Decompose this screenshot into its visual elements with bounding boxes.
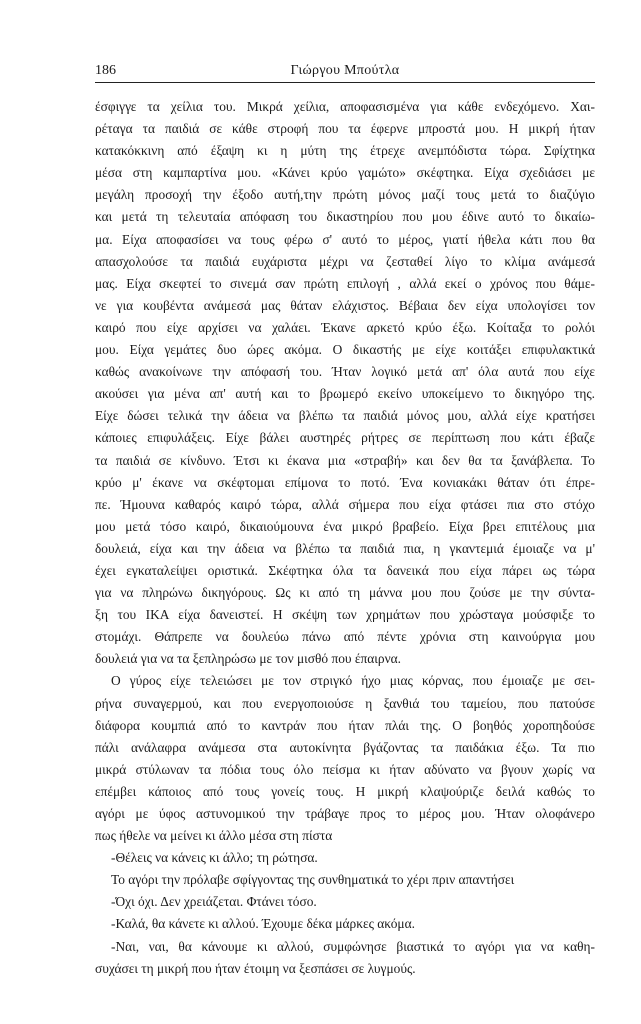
text-line: μα. Είχα αποφασίσει να τους φέρω σ' αυτό το μέρος, γιατί ήθελα κάτι που θα bbox=[95, 231, 595, 247]
text-line: έσφιγγε τα χείλια του. Μικρά χείλια, αποφασισμένα για κάθε ενδεχόμενο. Χαι- bbox=[95, 99, 595, 114]
text-line: -Καλά, θα κάνετε κι αλλού. Έχουμε δέκα μάρκες ακόμα. bbox=[111, 916, 415, 932]
text-line: ρέταγα τα παιδιά σε κάθε στροφή που τα έφερνε μπροστά μου. Η μικρή ήταν bbox=[95, 121, 595, 137]
text-line: τα παιδιά σε κίνδυνο. Έτσι κι έκανα μια «στραβή» και δεν θα τα ξανάβλεπα. Το bbox=[95, 452, 595, 468]
text-line: -Ναι, ναι, θα κάνουμε κι αλλού, συμφώνησε βιαστικά το αγόρι για να καθη- bbox=[111, 938, 595, 954]
text-line: πως ήθελε να μείνει κι άλλο μέσα στη πίστα bbox=[95, 828, 333, 844]
text-line: μας. Είχα σκεφτεί το σινεμά σαν πρώτη επιλογή , αλλά εκεί ο χρόνος που θάμε- bbox=[95, 275, 595, 291]
text-line: επέμβει κάποιος από τους γονείς τους. Η μικρή κλαψούριζε δειλά καθώς το bbox=[95, 783, 595, 799]
page-header bbox=[95, 60, 595, 83]
text-line: Το αγόρι την πρόλαβε σφίγγοντας της συνθηματικά το χέρι πριν απαντήσει bbox=[111, 872, 515, 888]
text-line: για να πληρώνω δικηγόρους. Ως κι από τη μάννα μου που ζούσε με την σύντα- bbox=[95, 585, 595, 601]
text-line: συχάσει τη μικρή που ήταν έτοιμη να ξεσπάσει σε λυγμούς. bbox=[95, 960, 416, 976]
text-line: αγόρι με ύφος αστυνομικού την τράβαγε προς το μέρος μου. Ήταν ολοφάνερο bbox=[95, 806, 595, 821]
text-line: μικρά στύλωναν τα πόδια τους όλο πείσμα κι ήταν αδύνατο να βγουν χωρίς να bbox=[95, 761, 595, 777]
text-line: μου μετά τόσο καιρό, δικαιούμουνα ένα μικρό βραβείο. Είχα βρει επιτέλους μια bbox=[95, 518, 595, 534]
running-title: Γιώργου Μπούτλα bbox=[290, 63, 400, 78]
text-line: -Θέλεις να κάνεις κι άλλο; τη ρώτησα. bbox=[111, 850, 318, 866]
text-line: μέσα στη καμπαρτίνα μου. «Κάνει κρύο γαμώτο» σκέφτηκα. Είχα σχεδιάσει με bbox=[95, 165, 595, 181]
text-line: απασχολούσε τα παιδιά ευχάριστα μέχρι να ζεσταθεί λίγο το κλίμα ανάμεσά bbox=[95, 253, 595, 269]
text-line: πάλι ανάλαφρα ανάμεσα στα αυτοκίνητα βγάζοντας τα παιδάκια έξω. Τα πιο bbox=[95, 739, 595, 755]
text-line: κατακόκκινη από έξαψη κι η μύτη της έτρεχε ανεμπόδιστα τώρα. Σφίχτηκα bbox=[95, 143, 595, 159]
text-line: ακούσει για μένα απ' αυτή και το βρωμερό εκείνο υποκείμενο το δικηγόρο της. bbox=[95, 386, 595, 402]
text-line: δουλειά, είχα και την άδεια να βλέπω τα παιδιά πια, η γκαντεμιά έμοιαζε να μ' bbox=[95, 540, 595, 556]
text-line: κάποιες επιφυλάξεις. Είχε βάλει αυστηρές ρήτρες σε περίπτωση που κάτι έβαζε bbox=[95, 430, 595, 446]
text-line: Ο γύρος είχε τελειώσει με τον στριγκό ήχο μιας κόρνας, που έμοιαζε με σει- bbox=[111, 673, 595, 689]
text-line: ξη του ΙΚΑ είχα δανειστεί. Η σκέψη των χρημάτων που χρώσταγα μούσφιξε το bbox=[95, 607, 595, 623]
body-text bbox=[95, 96, 595, 980]
text-line: διάφορα κουμπιά από το καντράν που ήταν πλάι της. Ο βοηθός χοροπηδούσε bbox=[95, 717, 595, 733]
text-line: νε για κουβέντα ανάμεσά μας θάταν ελάχιστος. Βέβαια δεν είχα υπολογίσει τον bbox=[95, 297, 595, 313]
page-number: 186 bbox=[95, 63, 116, 78]
text-line: -Όχι όχι. Δεν χρειάζεται. Φτάνει τόσο. bbox=[111, 894, 317, 910]
text-line: ρήνα συναγερμού, και που ενεργοποιούσε η ξανθιά του ταμείου, που πατούσε bbox=[95, 695, 595, 711]
text-line: μου. Είχα γεμάτες δυο ώρες ακόμα. Ο δικαστής με είχε κοιτάξει επιφυλακτικά bbox=[95, 342, 595, 358]
text-line: δουλειά για να τα ξεπληρώσω με τον μισθό που έπαιρνα. bbox=[95, 651, 401, 667]
text-line: πε. Ήμουνα καθαρός καιρό τώρα, αλλά σήμερα που είχα φτάσει πια στο στόχο bbox=[95, 496, 595, 512]
text-line: Είχε δώσει τελικά την άδεια να βλέπω τα παιδιά μόνος μου, αλλά είχε κρατήσει bbox=[95, 408, 595, 424]
text-line: στομάχι. Θάπρεπε να δουλεύω πάνω από πέντε χρόνια στη καινούργια μου bbox=[95, 629, 595, 645]
text-line: καιρό που είχε αρχίσει να χαλάει. Έκανε αρκετό κρύο έξω. Κοίταξα το ρολόι bbox=[95, 319, 595, 335]
text-line: έχει εγκαταλείψει οριστικά. Σκέφτηκα όλα τα δανεικά που είχα πάρει ως τώρα bbox=[95, 562, 595, 578]
text-line: κρύο μ' έκανε να σκέφτομαι επίμονα το ποτό. Ένα κονιακάκι θάταν ότι έπρε- bbox=[95, 474, 595, 490]
text-line: και μετά τη τελευταία απόφαση του δικαστηρίου που μου έδινε αυτό το δικαίω- bbox=[95, 209, 595, 225]
text-line: καθώς ανακοίνωνε την απόφασή του. Ήταν λογικό μετά απ' όλα αυτά που είχε bbox=[95, 364, 595, 380]
text-line: μεγάλη προσοχή την έξοδο αυτή,την πρώτη μόνος μαζί τους μετά το διαζύγιο bbox=[95, 187, 595, 203]
